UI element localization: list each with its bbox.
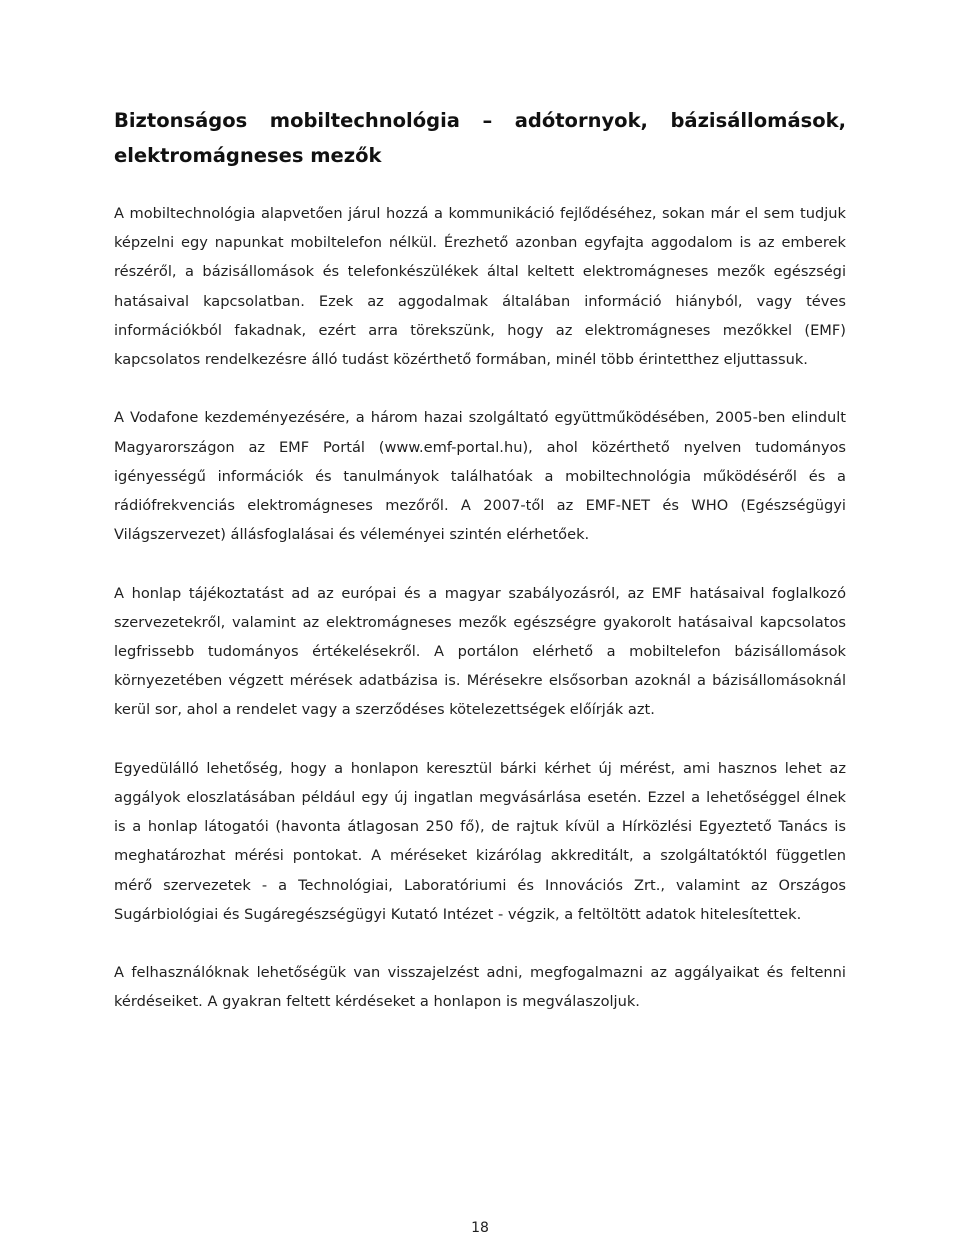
paragraph-emf-portal: A Vodafone kezdeményezésére, a három hazai szolgáltató együttműködésében, 2005-ben elindult Magyarországon az EMF Portál (www.emf-portal.hu), ahol közérthető nyelven tudományos igényességű információk és tanulmányok találhatóak a mobiltechnológia működéséről és a rádiófrekvenciás elektromágneses mezőről. A 2007-től az EMF-NET és WHO (Egészségügyi Világszervezet) állásfoglalásai és véleményei szintén elérhetőek. (114, 409, 846, 544)
document-title: Biztonságos mobiltechnológia – adótornyok, bázisállomások, elektromágneses mezők (114, 109, 846, 167)
paragraph-measurement: Egyedülálló lehetőség, hogy a honlapon keresztül bárki kérhet új mérést, ami hasznos lehet az aggályok eloszlatásában például egy új ingatlan megvásárlása esetén. Ezzel a lehetőséggel élnek is a honlap látogatói (havonta átlagosan 250 fő), de rajtuk kívül a Hírközlési Egyeztető Tanács is meghatározhat mérési pontokat. A méréseket kizárólag akkreditált, a szolgáltatóktól független mérő szervezetek - a Technológiai, Laboratóriumi és Innovációs Zrt., valamint az Országos Sugárbiológiai és Sugáregészségügyi Kutató Intézet - végzik, a feltöltött adatok hitelesítettek. (114, 759, 846, 923)
document-page (114, 103, 846, 1046)
page-number: 18 (471, 1220, 489, 1236)
paragraph-intro: A mobiltechnológia alapvetően járul hozzá a kommunikáció fejlődéséhez, sokan már el sem tudjuk képzelni egy napunkat mobiltelefon nélkül. Érezhető azonban egyfajta aggodalom is az emberek részéről, a bázisállomások és telefonkészülékek által keltett elektromágneses mezők egészségi hatásaival kapcsolatban. Ezek az aggodalmak általában információ hiányból, vagy téves információkból fakadnak, ezért arra törekszünk, hogy az elektromágneses mezőkkel (EMF) kapcsolatos rendelkezésre álló tudást közérthető formában, minél több érintetthez eljuttassuk. (114, 205, 846, 369)
paragraph-feedback: A felhasználóknak lehetőségük van visszajelzést adni, megfogalmazni az aggályaikat és feltenni kérdéseiket. A gyakran feltett kérdéseket a honlapon is megválaszoljuk. (114, 964, 846, 1011)
paragraph-regulation: A honlap tájékoztatást ad az európai és a magyar szabályozásról, az EMF hatásaival foglalkozó szervezetekről, valamint az elektromágneses mezők egészségre gyakorolt hatásaival kapcsolatos legfrissebb tudományos értékelésekről. A portálon elérhető a mobiltelefon bázisállomások környezetében végzett mérések adatbázisa is. Mérésekre elsősorban azoknál a bázisállomásoknál kerül sor, ahol a rendelet vagy a szerződéses kötelezettségek előírják azt. (114, 584, 846, 719)
